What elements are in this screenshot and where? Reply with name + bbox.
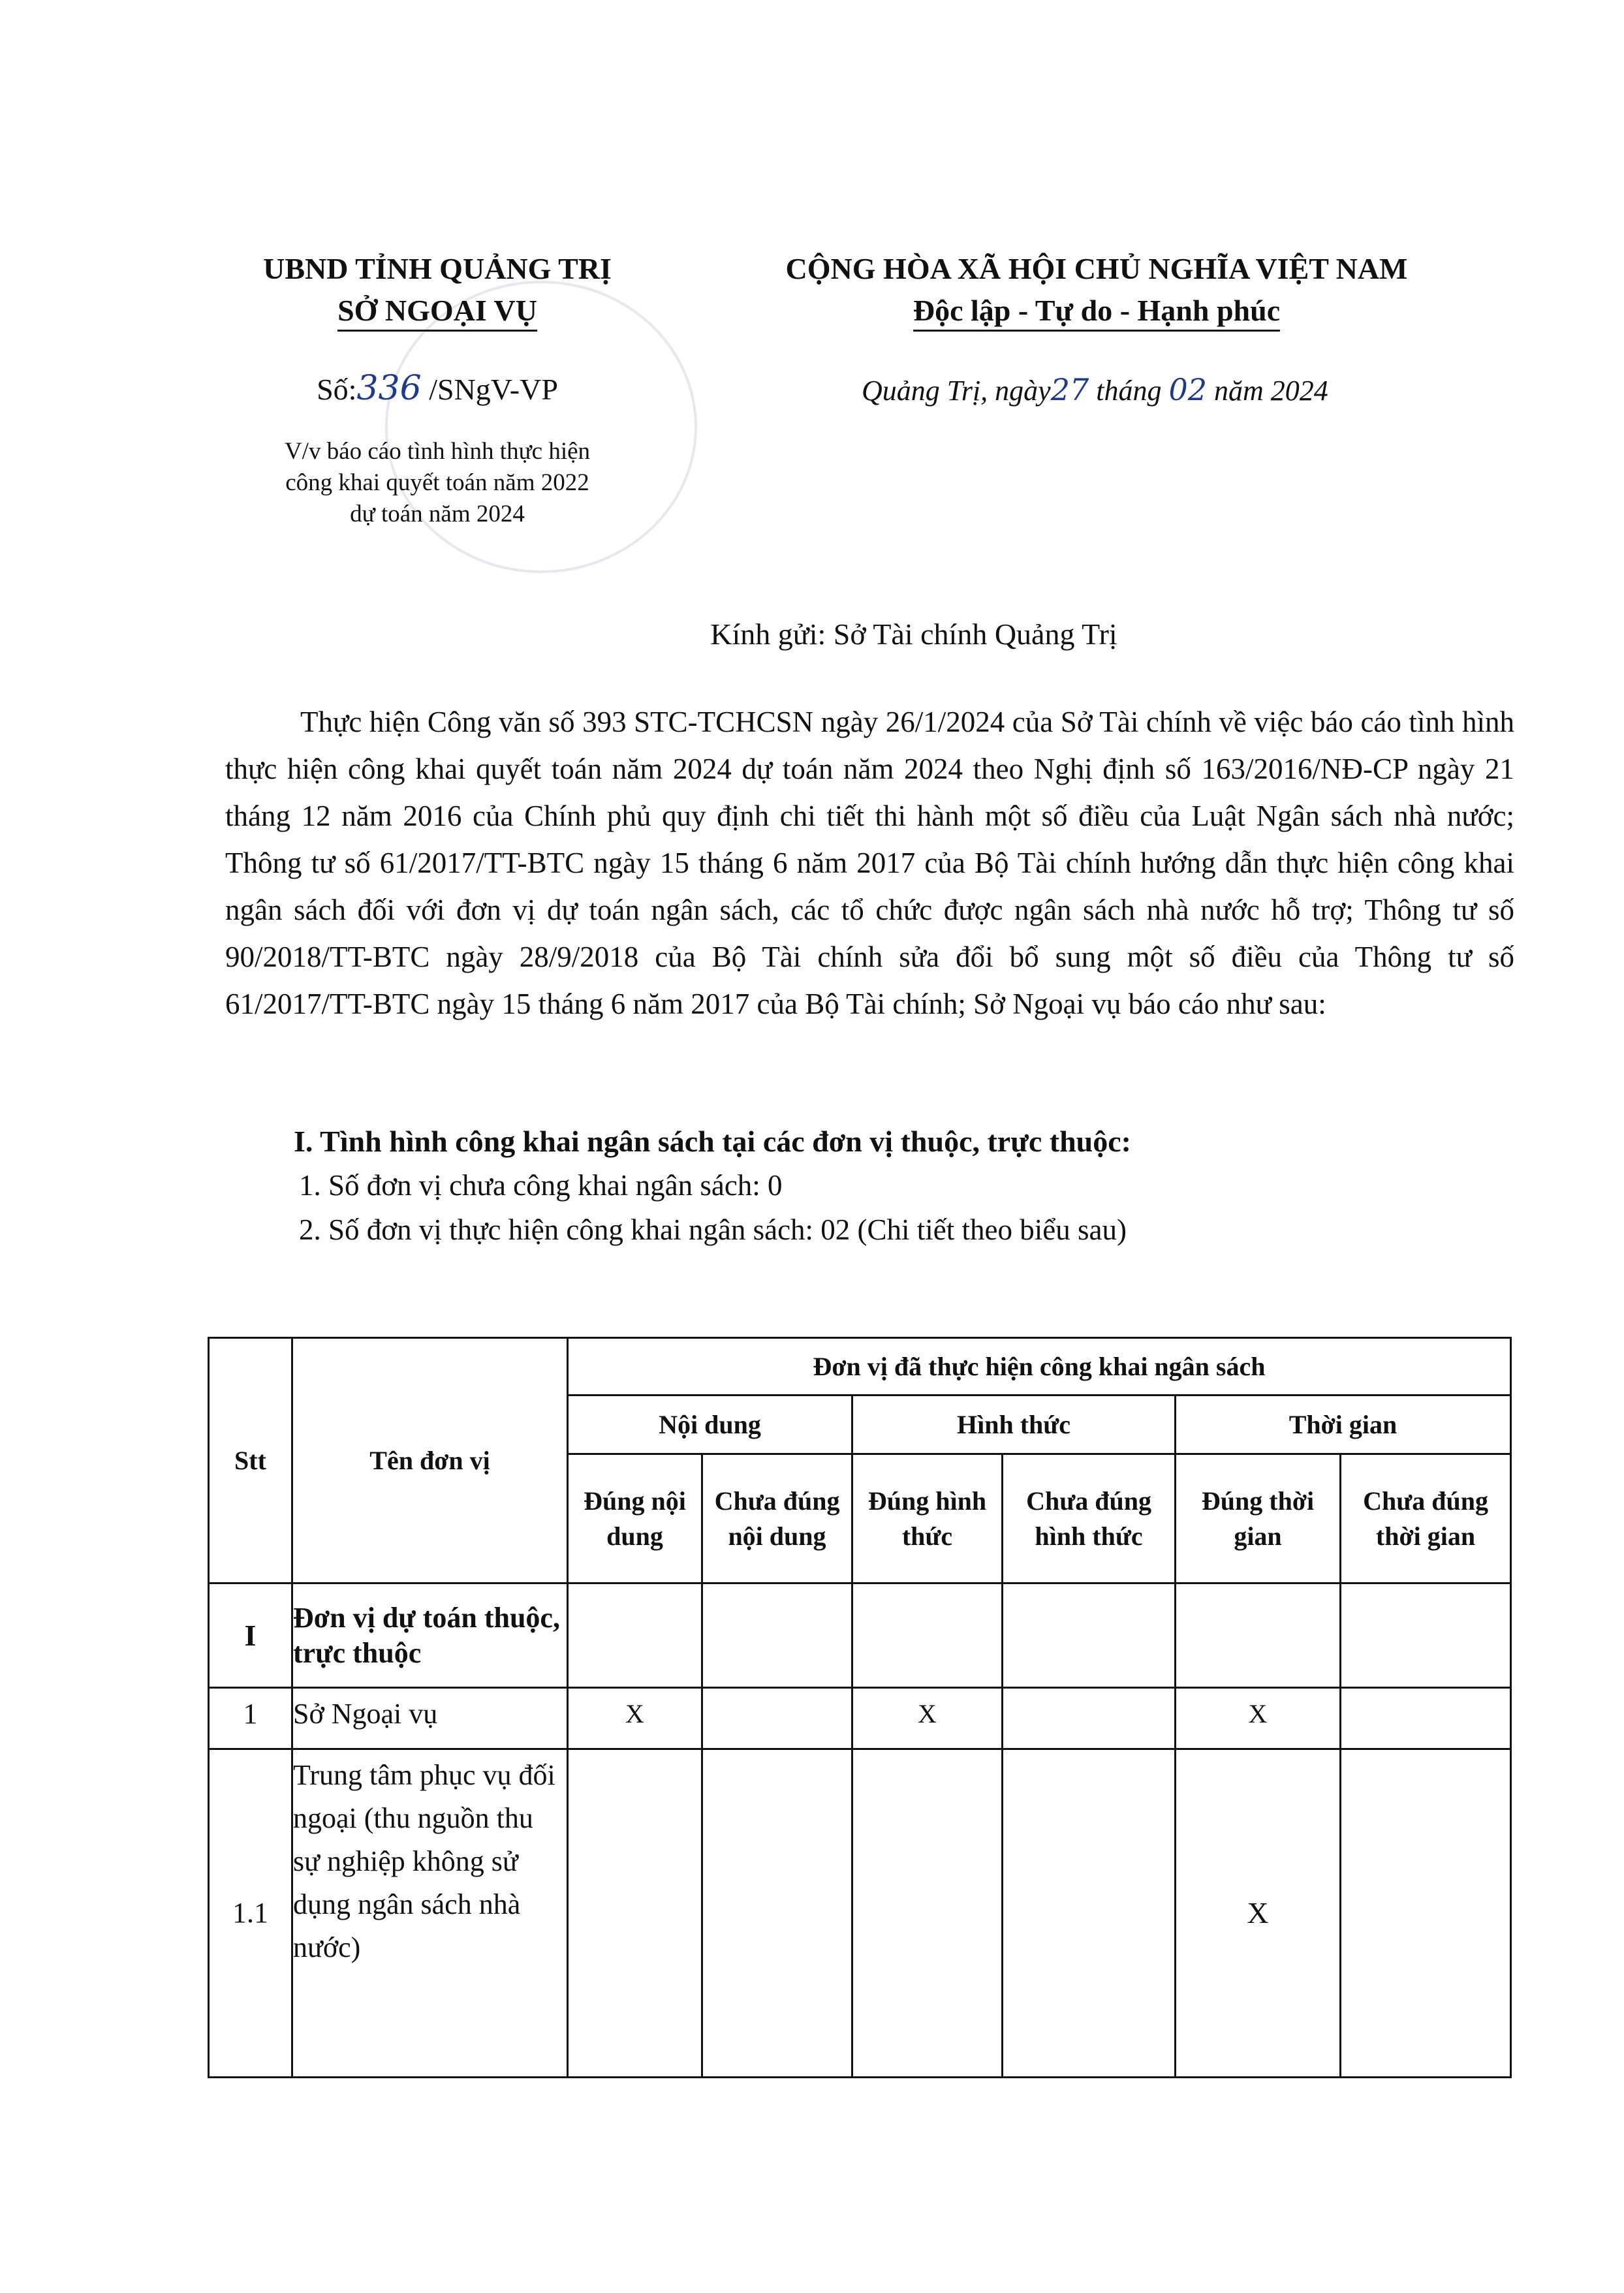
row-stt: 1.1 (209, 1749, 292, 2078)
row-cell (1003, 1749, 1176, 2078)
header-chua-dung-hinh-thuc: Chưa đúng hình thức (1003, 1454, 1176, 1583)
date-month-word: tháng (1089, 375, 1169, 407)
header-stt: Stt (209, 1338, 292, 1583)
row-cell (568, 1749, 702, 2078)
table-row (209, 1583, 1511, 1688)
row-cell (702, 1688, 852, 1749)
recipient: Kính gửi: Sở Tài chính Quảng Trị (710, 617, 1117, 651)
row-name: Đơn vị dự toán thuộc, trực thuộc (292, 1583, 568, 1688)
row-cell (1341, 1583, 1511, 1688)
row-name: Sở Ngoại vụ (292, 1688, 568, 1749)
place-text: Quảng Trị, ngày (862, 375, 1051, 407)
section-item-1: 1. Số đơn vị chưa công khai ngân sách: 0 (299, 1169, 783, 1202)
date-day-handwritten: 27 (1050, 372, 1089, 407)
doc-number-prefix: Số: (317, 373, 357, 406)
header-chua-dung-thoi-gian: Chưa đúng thời gian (1341, 1454, 1511, 1583)
agency-line2: SỞ NGOẠI VỤ (337, 292, 537, 332)
row-cell (852, 1583, 1003, 1688)
header-unit-name: Tên đơn vị (292, 1338, 568, 1583)
row-cell (852, 1749, 1003, 2078)
doc-number-handwritten: 336 (356, 369, 422, 408)
header-hinh-thuc: Hình thức (852, 1396, 1176, 1454)
header-dung-hinh-thuc: Đúng hình thức (852, 1454, 1003, 1583)
row-cell (702, 1583, 852, 1688)
place-date (862, 372, 1462, 407)
doc-number-suffix: /SNgV-VP (429, 373, 558, 406)
nation-line1: CỘNG HÒA XÃ HỘI CHỦ NGHĨA VIỆT NAM (785, 252, 1408, 285)
section-heading: I. Tình hình công khai ngân sách tại các đơn vị thuộc, trực thuộc: (294, 1125, 1131, 1158)
row-cell (1003, 1688, 1176, 1749)
budget-disclosure-table (208, 1337, 1512, 2078)
row-stt: 1 (209, 1688, 292, 1749)
header-dung-noi-dung: Đúng nội dung (568, 1454, 702, 1583)
body-paragraph (225, 698, 1514, 1027)
row-cell: X (1176, 1749, 1341, 2078)
national-motto-block (685, 248, 1508, 332)
header-thoi-gian: Thời gian (1176, 1396, 1511, 1454)
row-cell (702, 1749, 852, 2078)
row-stt: I (209, 1583, 292, 1688)
subject-line2: công khai quyết toán năm 2022 (285, 469, 589, 496)
date-month-handwritten: 02 (1168, 372, 1208, 407)
nation-line2: Độc lập - Tự do - Hạnh phúc (913, 292, 1280, 332)
header-group: Đơn vị đã thực hiện công khai ngân sách (568, 1338, 1511, 1396)
row-cell (1341, 1688, 1511, 1749)
subject-line3: dự toán năm 2024 (350, 501, 525, 527)
row-cell: X (852, 1688, 1003, 1749)
agency-line1: UBND TỈNH QUẢNG TRỊ (263, 252, 612, 285)
header-noi-dung: Nội dung (568, 1396, 852, 1454)
body-text: Thực hiện Công văn số 393 STC-TCHCSN ngày 26/1/2024 của Sở Tài chính về việc báo cáo tình hình thực hiện công khai quyết toán năm 2024 dự toán năm 2024 theo Nghị định số 163/2016/NĐ-CP ngày 21 tháng 12 năm 2016 của Chính phủ quy định chi tiết thi hành một số điều của Luật Ngân sách nhà nước; Thông tư số 61/2017/TT-BTC ngày 15 tháng 6 năm 2017 của Bộ Tài chính hướng dẫn thực hiện công khai ngân sách đối với đơn vị dự toán ngân sách, các tổ chức được ngân sách nhà nước hỗ trợ; Thông tư số 90/2018/TT-BTC ngày 28/9/2018 của Bộ Tài chính sửa đổi bổ sung một số điều của Thông tư số 61/2017/TT-BTC ngày 15 tháng 6 năm 2017 của Bộ Tài chính; Sở Ngoại vụ báo cáo như sau: (225, 706, 1514, 1020)
subject-line1: V/v báo cáo tình hình thực hiện (284, 438, 591, 465)
row-cell: X (1176, 1688, 1341, 1749)
row-cell (1176, 1583, 1341, 1688)
section-item-2: 2. Số đơn vị thực hiện công khai ngân sách: 02 (Chi tiết theo biểu sau) (299, 1213, 1127, 1246)
row-name: Trung tâm phục vụ đối ngoại (thu nguồn thu sự nghiệp không sử dụng ngân sách nhà nước) (292, 1749, 568, 2078)
subject-block (215, 436, 659, 530)
header-chua-dung-noi-dung: Chưa đúng nội dung (702, 1454, 852, 1583)
agency-block (196, 248, 679, 332)
table-row (209, 1749, 1511, 2078)
date-year: năm 2024 (1207, 375, 1328, 407)
row-cell (568, 1583, 702, 1688)
row-cell: X (568, 1688, 702, 1749)
document-number (196, 369, 679, 408)
row-cell (1341, 1749, 1511, 2078)
row-cell (1003, 1583, 1176, 1688)
table-row (209, 1688, 1511, 1749)
header-dung-thoi-gian: Đúng thời gian (1176, 1454, 1341, 1583)
